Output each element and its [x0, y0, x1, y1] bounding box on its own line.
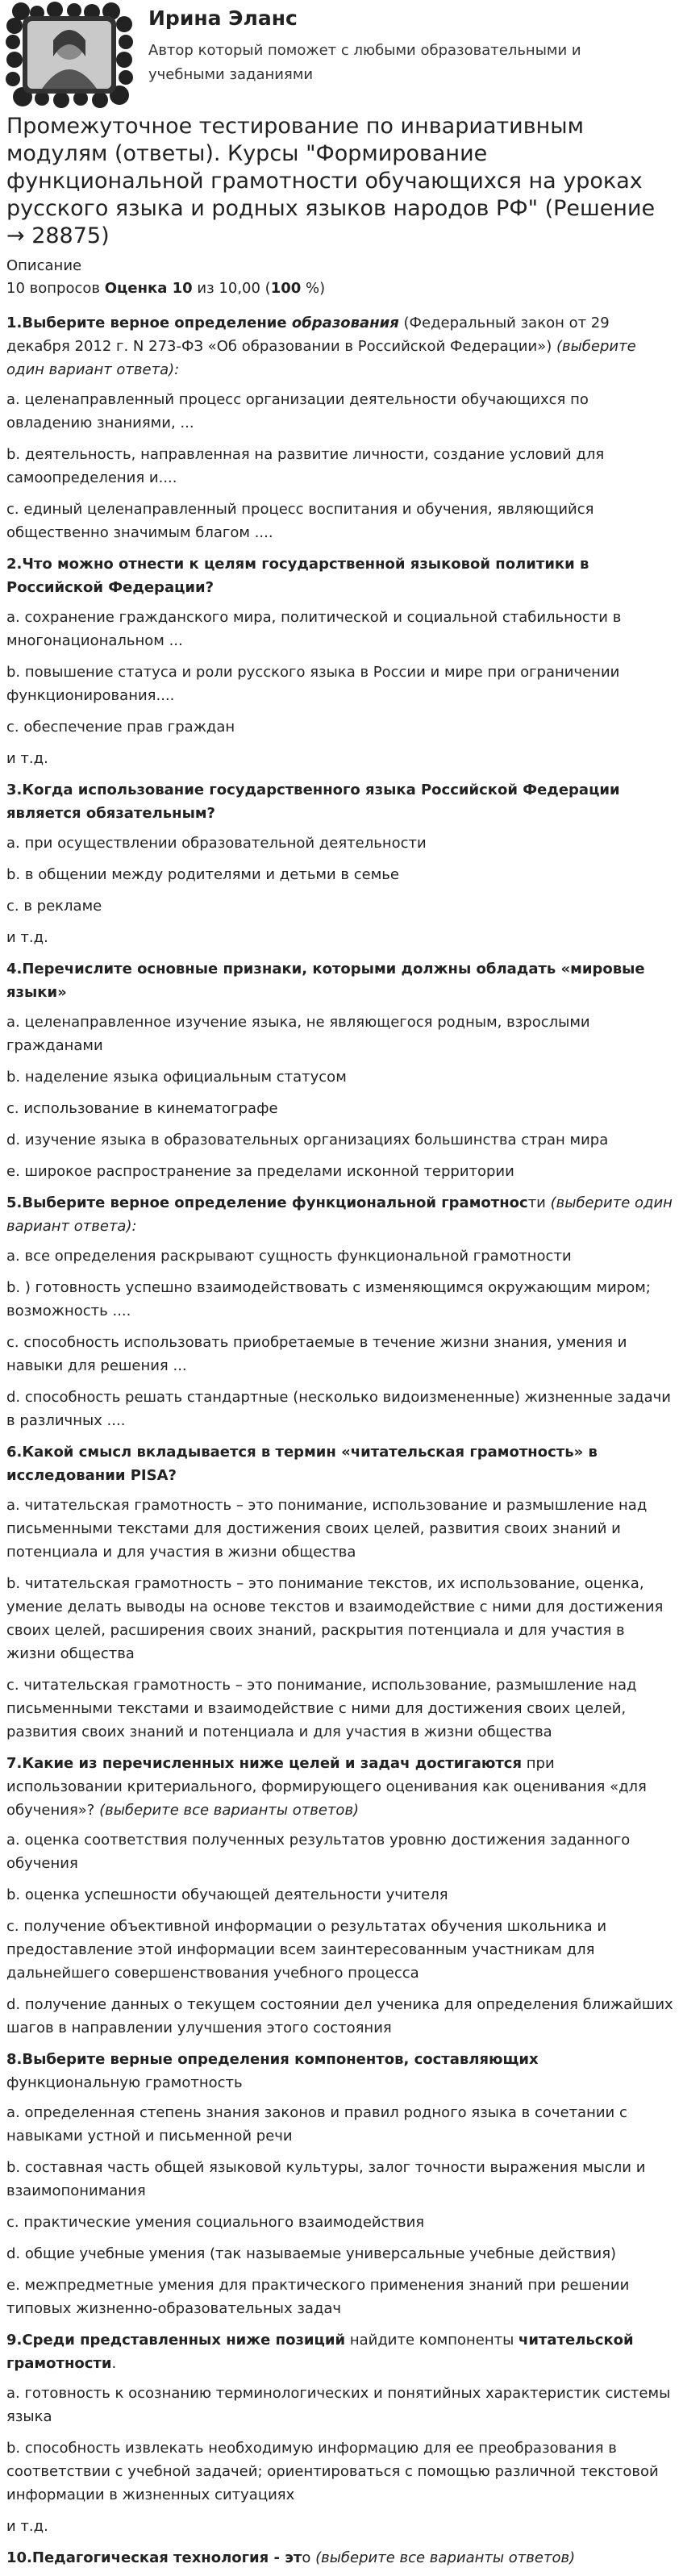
- question-text: [6, 552, 674, 599]
- answer-option: b. в общении между родителями и детьми в семье: [6, 866, 399, 883]
- avatar-frame: [5, 0, 134, 110]
- answer-option: a. готовность к осознанию терминологических и понятийных характеристик системы языка: [6, 2385, 671, 2425]
- question-bold: 8.Выберите верные определения компонентов, составляющих: [6, 2051, 539, 2068]
- grade-label: Оценка 10: [104, 280, 193, 297]
- answer-option: d. общие учебные умения (так называемые универсальные учебные действия): [6, 2245, 617, 2262]
- answer-option: c. использование в кинематографе: [6, 1100, 278, 1117]
- question-text: [6, 957, 674, 1004]
- question-text: [6, 2328, 674, 2375]
- author-name[interactable]: Ирина Эланс: [148, 6, 298, 30]
- question-bold: 3.Когда использование государственного языка Российской Федерации является обязательным?: [6, 782, 620, 822]
- answer-option: b. ) готовность успешно взаимодействовать с изменяющимся окружающим миром; возможность ....: [6, 1279, 651, 1319]
- answer-option: b. наделение языка официальным статусом: [6, 1069, 347, 1086]
- answer-option: c. единый целенаправленный процесс воспитания и обучения, являющийся общественно значимым благом ....: [6, 501, 594, 541]
- answer-option: a. сохранение гражданского мира, политической и социальной стабильности в многонациональном ...: [6, 609, 622, 649]
- author-description: Автор который поможет с любыми образовательными и учебными заданиями: [148, 42, 581, 83]
- answer-option: b. способность извлекать необходимую информацию для ее преобразования в соответствии с учебной задачей; ориентироваться с помощью различной текстовой информации в жизненных ситуациях: [6, 2440, 659, 2503]
- answer-option: b. повышение статуса и роли русского языка в России и мире при ограничении функционирования....: [6, 664, 620, 704]
- question-normal: (Федеральный закон от 29 декабря 2012 г. N 273-ФЗ «Об образовании в Российской Федерации»): [6, 315, 610, 355]
- question-text: [6, 2546, 674, 2570]
- answer-option: a. целенаправленный процесс организации деятельности обучающихся по овладению знаниями, ...: [6, 391, 589, 431]
- question-text: [6, 2048, 674, 2095]
- answer-option: b. читательская грамотность – это понимание текстов, их использование, оценка, умение делать выводы на основе текстов и взаимодействие с ними для достижения своих целей, расширения своих знаний, раскрытия потенциала и для участия в жизни общества: [6, 1575, 664, 1662]
- question-bold: 10.Педагогическая технология - эт: [6, 2549, 302, 2566]
- question-bold: 2.Что можно отнести к целям государственной языковой политики в Российской Федерации?: [6, 556, 589, 596]
- avatar[interactable]: [5, 0, 134, 110]
- answer-option: e. широкое распространение за пределами исконной территории: [6, 1163, 514, 1180]
- question-text: [6, 1191, 674, 1238]
- answer-option: d. способность решать стандартные (несколько видоизмененные) жизненные задачи в различных ....: [6, 1389, 671, 1429]
- answer-option: a. целенаправленное изучение языка, не являющегося родным, взрослыми гражданами: [6, 1014, 590, 1054]
- answer-option: a. определенная степень знания законов и правил родного языка в сочетании с навыками устной и письменной речи: [6, 2104, 627, 2145]
- answer-option: a. читательская грамотность – это понимание, использование и размышление над письменными текстами для достижения своих целей, развития своих знаний и потенциала и для участия в жизни общества: [6, 1497, 648, 1561]
- answer-option: c. в рекламе: [6, 898, 102, 915]
- question-bold: читательской грамотности: [6, 2332, 634, 2372]
- answer-option: c. читательская грамотность – это понимание, использование, размышление над письменными текстами и взаимодействие с ними для достижения своих целей, развития своих знаний и потенциала и для участия в жизни общества: [6, 1677, 637, 1740]
- question-text: [6, 1752, 674, 1822]
- answer-option: a. при осуществлении образовательной деятельности: [6, 835, 427, 852]
- answer-option: b. деятельность, направленная на развитие личности, создание условий для самоопределения и....: [6, 446, 605, 486]
- question-text: [6, 778, 674, 825]
- question-normal: найдите компоненты: [345, 2332, 519, 2349]
- question-bold: 1.Выберите верное определение: [6, 315, 292, 331]
- question-normal: .: [111, 2355, 117, 2372]
- answer-option: b. составная часть общей языковой культуры, залог точности выражения мысли и взаимопонимания: [6, 2159, 646, 2199]
- question-normal: о: [302, 2549, 311, 2566]
- answer-option: a. оценка соответствия полученных результатов уровню достижения заданного обучения: [6, 1832, 631, 1872]
- answer-option: d. получение данных о текущем состоянии дел ученика для определения ближайших шагов в направлении улучшения этого состояния: [6, 1996, 673, 2036]
- answer-option: c. практические умения социального взаимодействия: [6, 2214, 425, 2231]
- question-normal: при использовании критериального, формирующего оценивания как оценивания «для обучения»?: [6, 1755, 647, 1819]
- question-bold: 4.Перечислите основные признаки, которыми должны обладать «мировые языки»: [6, 961, 645, 1001]
- question-text: [6, 1440, 674, 1487]
- answer-option: d. изучение языка в образовательных организациях большинства стран мира: [6, 1132, 609, 1148]
- answer-option: и т.д.: [6, 929, 48, 946]
- question-bold: 9.Среди представленных ниже позиций: [6, 2332, 346, 2349]
- question-bold: 5.Выберите верное определение функциональной грамотнос: [6, 1194, 528, 1211]
- grade-out-of: из 10,00 (: [197, 280, 271, 297]
- question-text: [6, 311, 674, 381]
- description-label: Описание: [6, 257, 82, 274]
- question-instruction: (выберите один вариант ответа):: [6, 1194, 673, 1235]
- question-bold-italic: образования: [291, 315, 399, 331]
- question-list: [6, 311, 674, 2570]
- question-instruction: (выберите один вариант ответа):: [6, 338, 636, 378]
- answer-option: c. получение объективной информации о результатах обучения школьника и предоставление этой информации всем заинтересованным участникам для дальнейшего совершенствования учебного процесса: [6, 1918, 607, 1982]
- document-content: [6, 113, 674, 2576]
- answer-option: a. все определения раскрывают сущность функциональной грамотности: [6, 1248, 572, 1265]
- grade-percent: 100: [270, 280, 302, 297]
- author-header: [0, 0, 683, 113]
- answer-option: c. обеспечение прав граждан: [6, 719, 235, 736]
- answer-option: c. способность использовать приобретаемые в течение жизни знания, умения и навыки для решения ...: [6, 1334, 627, 1374]
- page-title: Промежуточное тестирование по инвариативным модулям (ответы). Курсы "Формирование функциональной грамотности обучающихся на уроках русского языка и родных языков народов РФ" (Решение → 28875): [6, 114, 656, 248]
- answer-option: e. межпредметные умения для практического применения знаний при решении типовых жизненно-образовательных задач: [6, 2277, 630, 2317]
- score-line: [6, 277, 674, 300]
- answer-option: и т.д.: [6, 750, 48, 767]
- question-instruction: (выберите все варианты ответов): [310, 2549, 576, 2566]
- answer-option: b. оценка успешности обучающей деятельности учителя: [6, 1886, 448, 1903]
- question-instruction: (выберите все варианты ответов): [94, 1802, 360, 1819]
- question-normal: ти: [527, 1194, 546, 1211]
- question-normal: функциональную грамотность: [6, 2074, 243, 2091]
- question-bold: 7.Какие из перечисленных ниже целей и задач достигаются: [6, 1755, 523, 1772]
- question-count: 10 вопросов: [6, 280, 100, 297]
- grade-suffix: %): [306, 280, 326, 297]
- answer-option: и т.д.: [6, 2518, 48, 2535]
- question-bold: 6.Какой смысл вкладывается в термин «читательская грамотность» в исследовании PISA?: [6, 1444, 598, 1484]
